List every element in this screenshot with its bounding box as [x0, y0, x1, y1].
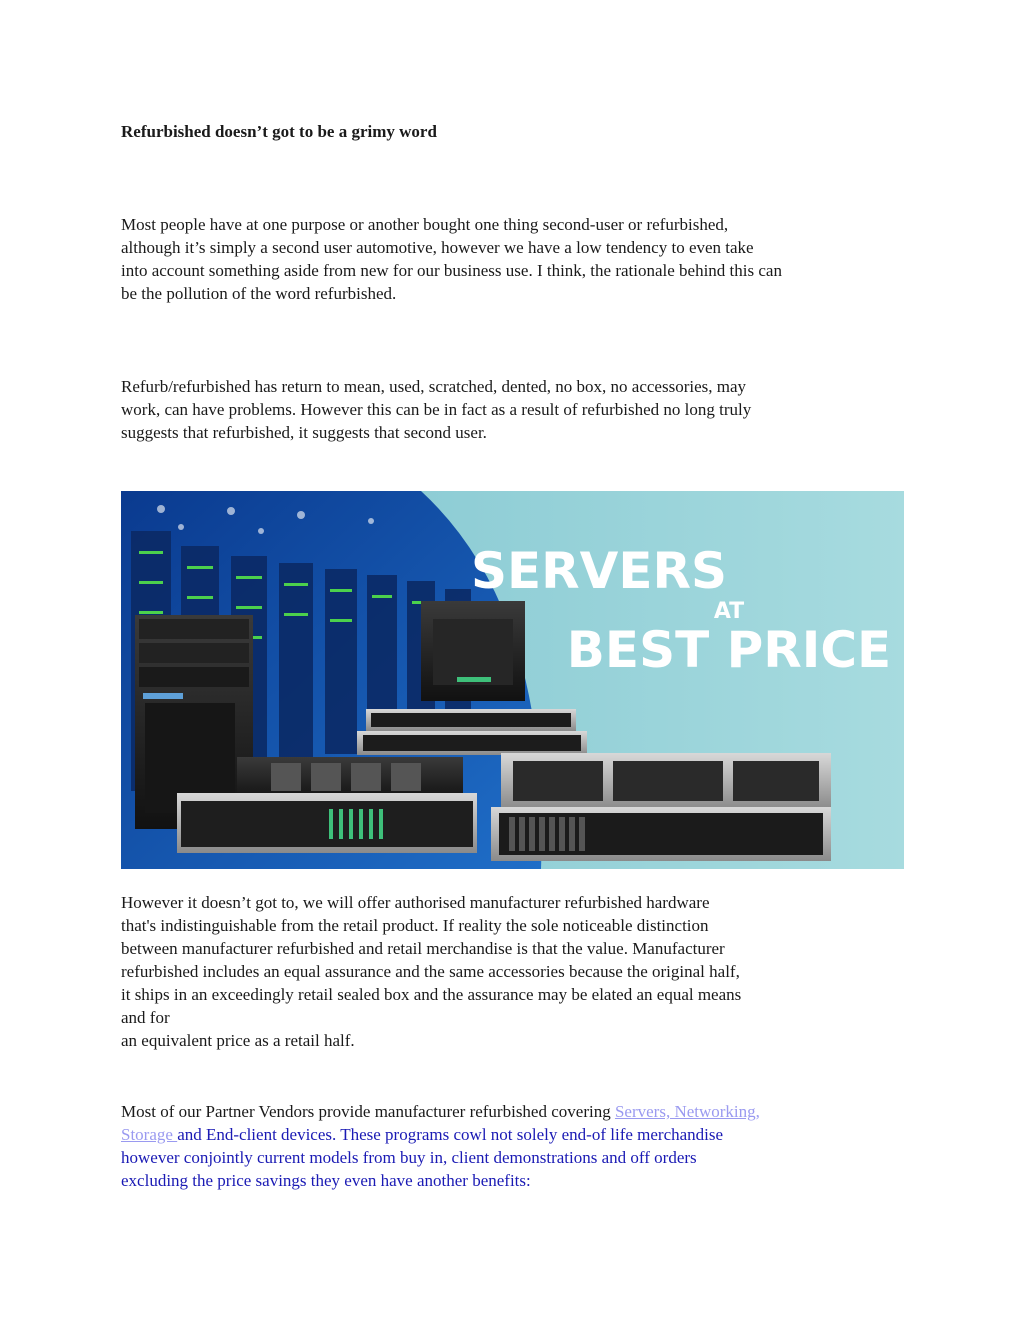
paragraph-refurb-meaning — [121, 375, 921, 444]
paragraph-line: excluding the price savings they even have another benefits: — [121, 1171, 531, 1190]
paragraph-line: suggests that refurbished, it suggests that second user. — [121, 423, 487, 442]
banner-text-servers: SERVERS — [470, 542, 728, 600]
storage-link[interactable]: Storage — [121, 1125, 178, 1144]
paragraph-line: however conjointly current models from buy in, client demonstrations and off orders — [121, 1148, 697, 1167]
paragraph-line: although it’s simply a second user automotive, however we have a low tendency to even take — [121, 238, 754, 257]
servers-banner-image — [121, 491, 904, 869]
servers-networking-link[interactable]: Servers, Networking, — [614, 1102, 760, 1121]
page-title: Refurbished doesn’t got to be a grimy word — [121, 122, 437, 141]
paragraph-line: between manufacturer refurbished and retail merchandise is that the value. Manufacturer — [121, 939, 725, 958]
paragraph-partner-vendors — [121, 1100, 921, 1192]
paragraph-line: an equivalent price as a retail half. — [121, 1031, 355, 1050]
paragraph-line: Refurb/refurbished has return to mean, used, scratched, dented, no box, no accessories, may — [121, 377, 747, 396]
paragraph-intro — [121, 213, 921, 305]
banner-text-at: AT — [713, 599, 745, 624]
micro-server-illustration — [421, 601, 525, 701]
paragraph-line — [121, 1100, 921, 1123]
paragraph-line: be the pollution of the word refurbished. — [121, 284, 397, 303]
banner-text-best-price: BEST PRICE — [566, 621, 892, 679]
paragraph-line: into account something aside from new for our business use. I think, the rationale behind this can — [121, 261, 782, 280]
after-link-text: and End-client devices. These programs cowl not solely end-of life merchandise — [177, 1125, 724, 1144]
paragraph-manufacturer-refurbished — [121, 891, 921, 1052]
paragraph-line: it ships in an exceedingly retail sealed box and the assurance may be elated an equal means — [121, 985, 742, 1004]
intro-text: Most of our Partner Vendors provide manufacturer refurbished covering — [121, 1102, 615, 1121]
paragraph-line: work, can have problems. However this can be in fact as a result of refurbished no long truly — [121, 400, 752, 419]
paragraph-line: refurbished includes an equal assurance and the same accessories because the original half, — [121, 962, 740, 981]
paragraph-line: However it doesn’t got to, we will offer authorised manufacturer refurbished hardware — [121, 893, 710, 912]
paragraph-line — [121, 1123, 921, 1146]
paragraph-line: that's indistinguishable from the retail product. If reality the sole noticeable distinction — [121, 916, 709, 935]
paragraph-line: Most people have at one purpose or another bought one thing second-user or refurbished, — [121, 215, 729, 234]
paragraph-line: and for — [121, 1008, 170, 1027]
